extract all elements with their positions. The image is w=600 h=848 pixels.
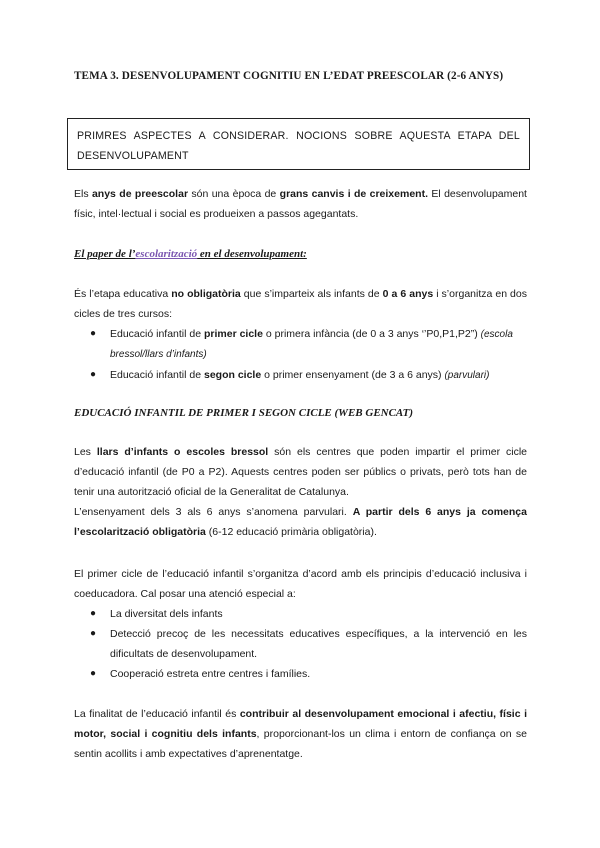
s2p2-line-1: El primer cicle de l’educació infantil s’organitza d’acord amb els principis d’educació inclusiva i bbox=[74, 568, 527, 580]
section2-list bbox=[74, 604, 527, 684]
intro-paragraph bbox=[74, 184, 527, 224]
section1-list bbox=[74, 324, 527, 386]
box-line-1: PRIMRES ASPECTES A CONSIDERAR. NOCIONS SOBRE AQUESTA ETAPA DEL bbox=[77, 130, 520, 142]
bullet-icon: ● bbox=[90, 369, 97, 380]
s2p2-line-2: coeducadora. Cal posar una atenció especial a: bbox=[74, 588, 296, 600]
bullet-icon: ● bbox=[90, 628, 97, 639]
s2-line-5: l’escolarització obligatòria (6-12 educació primària obligatòria). bbox=[74, 526, 377, 538]
list-item: ● Educació infantil de segon cicle o primer ensenyament (de 3 a 6 anys) (parvulari) bbox=[74, 365, 527, 386]
section1-line-1: És l’etapa educativa no obligatòria que s’imparteix als infants de 0 a 6 anys i s’organitza en dos bbox=[74, 288, 527, 300]
list-item: ● Cooperació estreta entre centres i famílies. bbox=[74, 664, 527, 684]
bullet-icon: ● bbox=[90, 668, 97, 679]
page-title: TEMA 3. DESENVOLUPAMENT COGNITIU EN L’EDAT PREESCOLAR (2-6 ANYS) bbox=[74, 70, 504, 82]
section2-paragraph-2 bbox=[74, 564, 527, 684]
section1-line-2: cicles de tres cursos: bbox=[74, 308, 173, 320]
list-item: ● Educació infantil de primer cicle o primera infància (de 0 a 3 anys ‘’P0,P1,P2”) (escola bressol/llars d’infants) bbox=[74, 324, 527, 365]
s2p3-line-3: sentin acollits i amb expectatives d’aprenentatge. bbox=[74, 748, 303, 760]
s2-line-4: L’ensenyament dels 3 als 6 anys s’anomena parvulari. A partir dels 6 anys ja comença bbox=[74, 506, 527, 518]
intro-line-1: Els anys de preescolar són una època de grans canvis i de creixement. El desenvolupament bbox=[74, 188, 527, 200]
section2-paragraph-3 bbox=[74, 704, 527, 764]
section1-paragraph bbox=[74, 284, 527, 386]
s2p3-line-2: motor, social i cognitiu dels infants, proporcionant-los un clima i entorn de confiança on se bbox=[74, 728, 528, 740]
bullet-icon: ● bbox=[90, 608, 97, 619]
bullet-icon: ● bbox=[90, 328, 97, 339]
intro-line-2: físic, intel·lectual i social es produeixen a passos agegantats. bbox=[74, 208, 359, 220]
section-box bbox=[67, 118, 530, 170]
section2-heading: EDUCACIÓ INFANTIL DE PRIMER I SEGON CICLE (WEB GENCAT) bbox=[74, 407, 414, 419]
section2-paragraph-1 bbox=[74, 442, 527, 542]
s2-line-1: Les llars d’infants o escoles bressol són els centres que poden impartir el primer cicle bbox=[74, 446, 527, 458]
list-item: ● Detecció precoç de les necessitats educatives específiques, a la intervenció en les dificultats de desenvolupament. bbox=[74, 624, 527, 664]
escolaritzacio-link[interactable]: escolarització bbox=[135, 248, 198, 260]
box-line-2: DESENVOLUPAMENT bbox=[77, 150, 189, 162]
s2-line-3: tenir una autorització oficial de la Generalitat de Catalunya. bbox=[74, 486, 349, 498]
list-item: ● La diversitat dels infants bbox=[74, 604, 527, 624]
s2p3-line-1: La finalitat de l’educació infantil és contribuir al desenvolupament emocional i afectiu, físic i bbox=[74, 708, 527, 720]
s2-line-2: d’educació infantil (de P0 a P2). Aquests centres poden ser públics o privats, però tots han de bbox=[74, 466, 527, 478]
section1-heading: El paper de l’escolarització en el desenvolupament: bbox=[74, 248, 307, 260]
